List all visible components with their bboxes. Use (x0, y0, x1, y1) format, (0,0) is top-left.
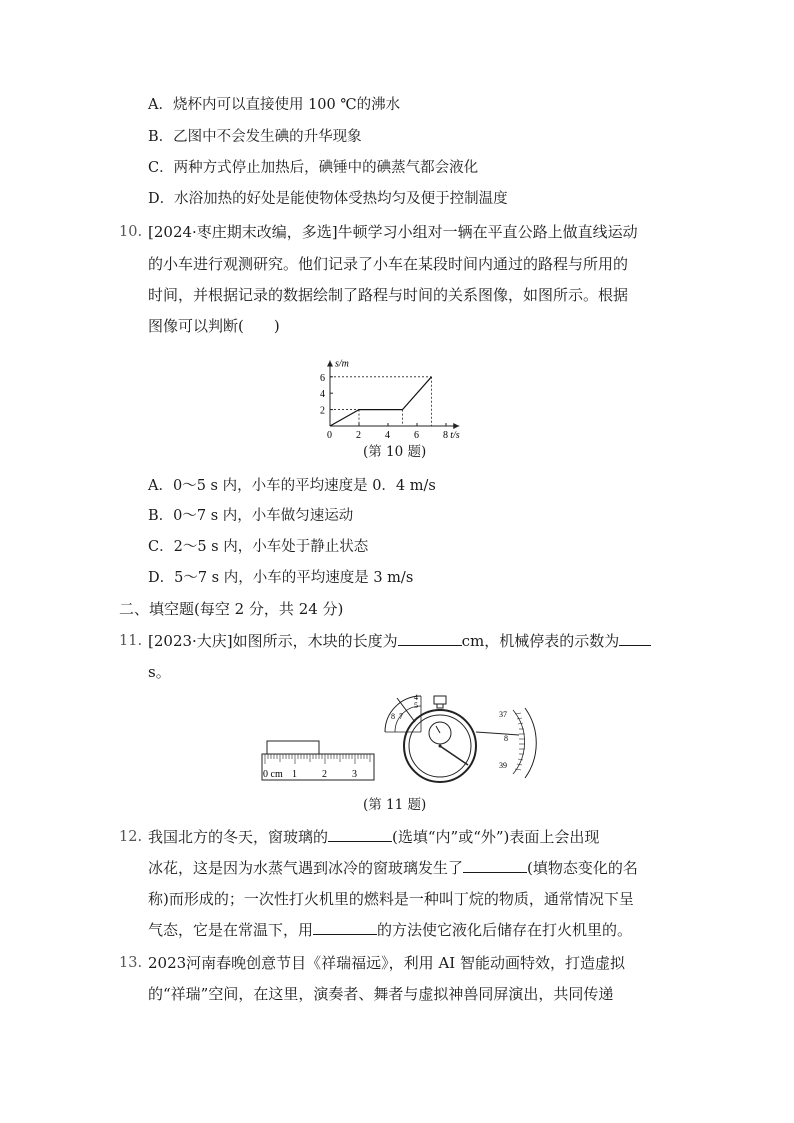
x-axis-label: t/s (450, 430, 460, 440)
small-dial-label-5: 5 (414, 701, 418, 710)
q11-caption: (第 11 题) (363, 797, 427, 813)
q12-l4b: 的方法使它液化后储存在打火机里的。 (377, 921, 633, 939)
q13-line-1: 2023河南春晚创意节目《祥瑞福远》，利用 AI 智能动画特效，打造虚拟 (148, 954, 625, 972)
section-title: 二、填空题(每空 2 分，共 24 分) (119, 600, 344, 618)
q11-text-pre: [2023·大庆]如图所示，木块的长度为 (148, 632, 398, 650)
small-dial-label-4: 4 (414, 693, 418, 702)
q12-line-1 (148, 827, 599, 847)
x-tick-label-4: 4 (385, 430, 390, 440)
q12-blank-3[interactable] (313, 920, 377, 935)
q10-option-c: C．2～5 s 内，小车处于静止状态 (148, 539, 369, 555)
q12-line-2 (148, 858, 638, 878)
q10-caption: (第 10 题) (363, 444, 427, 460)
ruler (262, 754, 374, 780)
q10-option-b: B．0～7 s 内，小车做匀速运动 (148, 508, 354, 524)
q9-option-d: D．水浴加热的好处是能使物体受热均匀及便于控制温度 (148, 191, 508, 207)
series-segment-0 (330, 410, 359, 426)
ruler-label-0: 0 cm (263, 769, 283, 780)
ruler-label-3: 3 (352, 769, 357, 780)
y-tick-label-2: 2 (320, 405, 325, 417)
q10-line-3: 时间，并根据记录的数据绘制了路程与时间的关系图像，如图所示。根据 (148, 286, 629, 304)
q12-l2a: 冰花，这是因为水蒸气遇到冰冷的窗玻璃发生了 (148, 859, 464, 877)
q13-number: 13. (119, 955, 143, 971)
x-tick-label-6: 6 (414, 430, 419, 440)
q9-option-a: A．烧杯内可以直接使用 100 ℃的沸水 (148, 97, 401, 113)
q12-l1b: (选填“内”或“外”)表面上会出现 (392, 828, 600, 846)
series-segment-2 (403, 377, 432, 410)
q10-chart (300, 338, 490, 440)
y-axis-arrow (327, 361, 333, 367)
q12-line-3: 称)而形成的；一次性打火机里的燃料是一种叫丁烷的物质，通常情况下呈 (148, 890, 634, 908)
wood-block (267, 741, 319, 754)
q12-l2b: (填物态变化的名 (527, 859, 638, 877)
ruler-label-2: 2 (322, 769, 327, 780)
x-tick-label-2: 2 (356, 430, 361, 440)
q12-l1a: 我国北方的冬天，窗玻璃的 (148, 828, 329, 846)
ruler-label-1: 1 (292, 769, 297, 780)
q10-line-1: [2024·枣庄期末改编，多选]牛顿学习小组对一辆在平直公路上做直线运动 (148, 223, 638, 241)
q11-line-1 (148, 631, 651, 651)
q9-option-c: C．两种方式停止加热后，碘锤中的碘蒸气都会液化 (148, 160, 479, 176)
x-axis-arrow (453, 423, 459, 429)
small-dial-label-8: 8 (391, 712, 395, 721)
y-axis-label: s/m (335, 358, 349, 370)
q10-line-2: 的小车进行观测研究。他们记录了小车在某段时间内通过的路程与所用的 (148, 255, 629, 273)
q10-option-a: A．0～5 s 内，小车的平均速度是 0．4 m/s (148, 478, 436, 494)
q11-blank-1[interactable] (398, 631, 462, 646)
q12-l4a: 气态，它是在常温下，用 (148, 921, 314, 939)
q11-text-end: s。 (148, 663, 171, 681)
q10-option-d: D．5～7 s 内，小车的平均速度是 3 m/s (148, 570, 414, 586)
q11-number: 11. (119, 633, 143, 649)
q12-number: 12. (119, 829, 143, 845)
big-dial-label-8: 8 (504, 734, 508, 743)
big-dial-magnified (476, 708, 536, 778)
x-tick-label-0: 0 (327, 430, 332, 440)
q11-text-mid: cm，机械停表的示数为 (461, 632, 620, 650)
big-dial-label-37: 37 (499, 710, 507, 719)
x-tick-label-8: 8 (443, 430, 448, 440)
y-tick-label-4: 4 (320, 389, 325, 401)
q10-number: 10. (119, 224, 143, 240)
q11-blank-2[interactable] (619, 631, 651, 646)
q12-blank-2[interactable] (463, 858, 527, 873)
big-dial-label-39: 39 (499, 761, 507, 770)
small-dial-label-7: 7 (399, 712, 403, 721)
q13-line-2: 的“祥瑞”空间，在这里，演奏者、舞者与虚拟神兽同屏演出，共同传递 (148, 985, 614, 1003)
q9-option-b: B．乙图中不会发生碘的升华现象 (148, 129, 362, 145)
y-tick-label-6: 6 (320, 372, 325, 384)
q12-blank-1[interactable] (328, 827, 392, 842)
q11-figure (255, 686, 545, 788)
q12-line-4 (148, 920, 632, 940)
q10-line-4: 图像可以判断( ) (148, 317, 280, 335)
